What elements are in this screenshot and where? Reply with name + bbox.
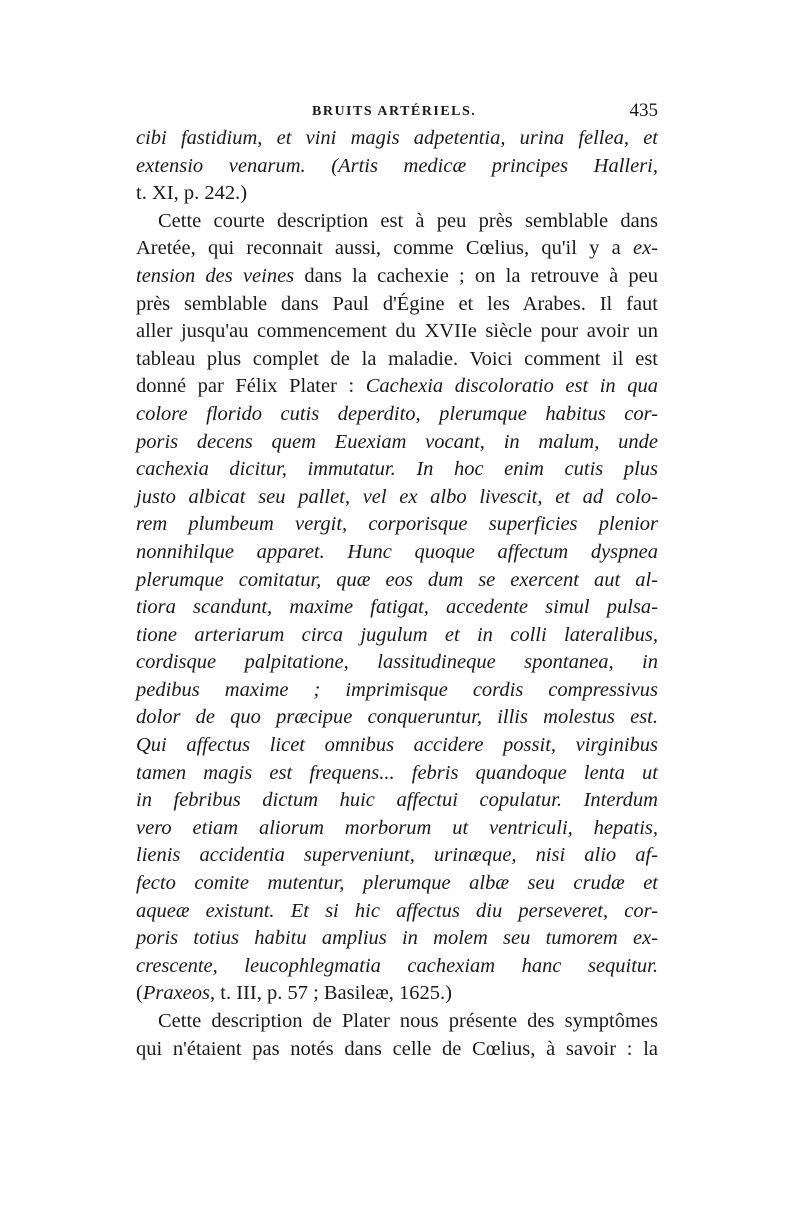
- text-line: [136, 567, 658, 595]
- text-line: [136, 953, 658, 981]
- text-run: cordisque palpitatione, lassitudineque spontanea, in: [136, 651, 658, 674]
- text-line: [136, 539, 658, 567]
- text-line: [136, 704, 658, 732]
- text-line: [136, 484, 658, 512]
- text-run: justo albicat seu pallet, vel ex albo livescit, et ad colo-: [136, 485, 658, 508]
- text-run: pedibus maxime ; imprimisque cordis compressivus: [136, 678, 658, 701]
- text-run: lienis accidentia superveniunt, urinæque, nisi alio af-: [136, 844, 658, 867]
- text-run: poris decens quem Euexiam vocant, in malum, unde: [136, 430, 658, 453]
- text-run: Cette courte description est à peu près semblable dans: [158, 209, 658, 232]
- text-line: [136, 594, 658, 622]
- text-line: [136, 263, 658, 291]
- text-line: [136, 898, 658, 926]
- page-number: 435: [629, 100, 658, 121]
- text-run: Qui affectus licet omnibus accidere possit, virginibus: [136, 734, 658, 757]
- text-run: in febribus dictum huic affectui copulatur. Interdum: [136, 789, 658, 812]
- text-run: dans la cachexie ; on la retrouve à peu: [294, 264, 659, 287]
- text-run: colore florido cutis deperdito, plerumque habitus cor-: [136, 402, 658, 425]
- text-line: [136, 842, 658, 870]
- text-line: [136, 925, 658, 953]
- text-line: [136, 373, 658, 401]
- paragraph-start-line: [136, 1008, 658, 1036]
- text-run: crescente, leucophlegmatia cachexiam hanc sequitur.: [136, 954, 658, 977]
- text-line: [136, 456, 658, 484]
- text-line: [136, 429, 658, 457]
- text-run: Artis medicæ principes Halleri,: [338, 154, 658, 177]
- text-run: , t. III, p. 57 ; Basileæ, 1625.): [210, 982, 453, 1005]
- running-head: [136, 100, 658, 124]
- text-line: [136, 235, 658, 263]
- text-line: [136, 318, 658, 346]
- text-line: [136, 180, 658, 208]
- text-run: près semblable dans Paul d'Égine et les Arabes. Il faut: [136, 292, 658, 315]
- paragraph-start-line: [136, 208, 658, 236]
- text-run: aqueæ existunt. Et si hic affectus diu perseveret, cor-: [136, 899, 658, 922]
- text-run: tione arteriarum circa jugulum et in colli lateralibus,: [136, 623, 658, 646]
- text-line: [136, 125, 658, 153]
- text-line: [136, 787, 658, 815]
- text-line: [136, 732, 658, 760]
- text-run: dolor de quo præcipue conqueruntur, illis molestus est.: [136, 706, 658, 729]
- text-line: [136, 870, 658, 898]
- text-run: tension des veines: [136, 264, 295, 287]
- text-run: tiora scandunt, maxime fatigat, accedente simul pulsa-: [136, 596, 658, 619]
- text-run: Cette description de Plater nous présente des symptômes: [158, 1010, 658, 1032]
- text-line: [136, 291, 658, 319]
- text-line: [136, 1036, 658, 1064]
- text-line: [136, 622, 658, 650]
- text-line: [136, 649, 658, 677]
- text-line: [136, 815, 658, 843]
- text-line: [136, 401, 658, 429]
- text-run: extensio venarum. (: [136, 154, 339, 177]
- text-run: qui n'étaient pas notés dans celle de Cœlius, à savoir : la: [136, 1037, 658, 1060]
- text-line: [136, 346, 658, 374]
- text-run: fecto comite mutentur, plerumque albæ seu crudæ et: [136, 872, 658, 895]
- citation-line: [136, 980, 658, 1008]
- text-run: tamen magis est frequens... febris quandoque lenta ut: [136, 761, 658, 784]
- text-line: [136, 511, 658, 539]
- running-title: BRUITS ARTÉRIELS.: [312, 104, 477, 119]
- text-run: (: [136, 982, 143, 1005]
- text-run: vero etiam aliorum morborum ut ventriculi, hepatis,: [136, 816, 658, 839]
- text-run: ex-: [632, 237, 658, 260]
- body-text: [136, 125, 658, 1063]
- text-run: Aretée, qui reconnait aussi, comme Cœlius, qu'il y a: [136, 237, 633, 260]
- text-run: Cachexia discoloratio est in qua: [365, 375, 658, 398]
- text-run: tableau plus complet de la maladie. Voici comment il est: [136, 347, 658, 370]
- text-line: [136, 153, 658, 181]
- text-run: plerumque comitatur, quæ eos dum se exercent aut al-: [136, 568, 658, 591]
- text-run: donné par Félix Plater :: [136, 375, 366, 398]
- text-run: nonnihilque apparet. Hunc quoque affectum dyspnea: [136, 540, 658, 563]
- text-run: poris totius habitu amplius in molem seu tumorem ex-: [136, 927, 658, 950]
- text-line: [136, 677, 658, 705]
- text-line: [136, 760, 658, 788]
- text-run: cachexia dicitur, immutatur. In hoc enim cutis plus: [136, 458, 658, 481]
- text-run: Praxeos: [142, 982, 211, 1005]
- text-run: cibi fastidium, et vini magis adpetentia, urina fellea, et: [136, 127, 658, 149]
- text-run: t. XI, p. 242.): [136, 182, 248, 205]
- text-run: aller jusqu'au commencement du XVIIe siècle pour avoir un: [136, 320, 658, 343]
- text-run: rem plumbeum vergit, corporisque superficies plenior: [136, 513, 658, 536]
